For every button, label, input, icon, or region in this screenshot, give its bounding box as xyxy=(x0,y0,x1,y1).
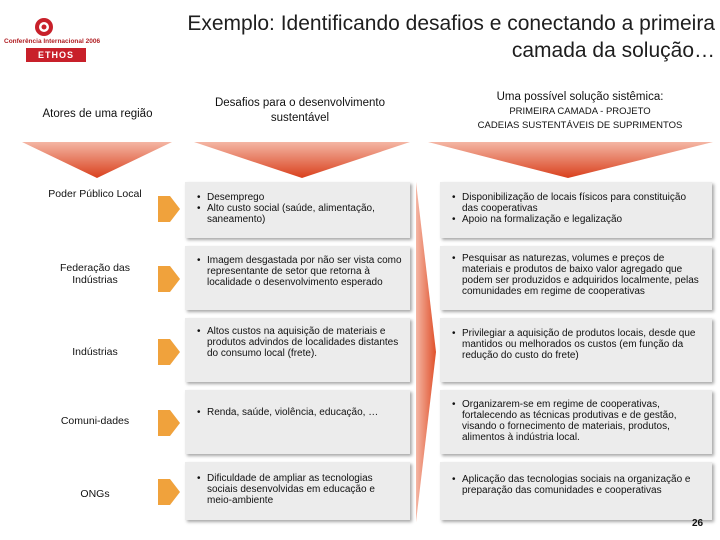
actor-poder-publico: Poder Público Local xyxy=(48,188,142,200)
actor-ongs: ONGs xyxy=(80,488,110,500)
challenges-header-line2: sustentável xyxy=(270,112,330,124)
challenge-box xyxy=(185,246,410,310)
chevron-right-icon xyxy=(158,196,180,222)
challenge-item: • Alto custo social (saúde, alimentação, saneamento) xyxy=(197,203,402,225)
solution-item: • Apoio na formalização e legalização xyxy=(452,214,704,225)
actor-federacao: Federação das Indústrias xyxy=(59,262,131,286)
solution-item: • Organizarem-se em regime de cooperativas, fortalecendo as técnicas produtivas e de gestão, visando o fornecimento de materiais, produtos, alimentos à indústria local. xyxy=(452,399,704,443)
logo-ethos-text: ETHOS xyxy=(26,48,86,62)
logo-conference-text: Conferência Internacional 2006 xyxy=(4,38,101,45)
challenge-list xyxy=(197,326,402,359)
actors-header: Atores de uma região xyxy=(42,108,153,120)
solution-list xyxy=(452,253,704,297)
challenge-list xyxy=(197,473,402,506)
chevron-right-icon xyxy=(158,479,180,505)
solution-box xyxy=(440,390,712,454)
page-number: 26 xyxy=(692,518,704,529)
solution-header-line1: Uma possível solução sistêmica: xyxy=(496,91,664,103)
challenge-list xyxy=(197,192,402,225)
solution-box xyxy=(440,246,712,310)
chevron-right-icon xyxy=(158,339,180,365)
connect-arrow-icon xyxy=(414,182,438,522)
ethos-logo xyxy=(4,16,124,70)
challenge-item: • Imagem desgastada por não ser vista como representante de setor que retorna à localidade o desenvolvimento esperado xyxy=(197,255,402,288)
solution-list xyxy=(452,192,704,225)
solution-list xyxy=(452,474,704,496)
challenge-box xyxy=(185,462,410,520)
solution-box xyxy=(440,318,712,382)
header-arrows-icon xyxy=(22,140,412,180)
challenges-header-line1: Desafios para o desenvolvimento xyxy=(214,97,386,109)
actor-comunidades: Comuni-dades xyxy=(60,415,130,427)
solution-header xyxy=(450,90,710,133)
solution-item: • Aplicação das tecnologias sociais na organização e preparação das comunidades e cooperativas xyxy=(452,474,704,496)
solution-item: • Privilegiar a aquisição de produtos locais, desde que mantidos ou melhorados os custos (em função da redução do custo do frete) xyxy=(452,328,704,361)
slide-title-line2: camada da solução… xyxy=(511,39,715,62)
conference-logo-icon xyxy=(26,16,62,38)
challenge-box xyxy=(185,182,410,238)
solution-list xyxy=(452,399,704,443)
challenge-item: • Desemprego xyxy=(197,192,402,203)
solution-box xyxy=(440,182,712,238)
challenges-header xyxy=(190,96,410,126)
solution-header-line3: CADEIAS SUSTENTÁVEIS DE SUPRIMENTOS xyxy=(477,120,683,131)
challenge-list xyxy=(197,255,402,288)
solution-item: • Pesquisar as naturezas, volumes e preços de materiais e produtos de baixo valor agregado que podem ser produzidos e adquiridos localmente, pelas comunidades em regime de cooperativas xyxy=(452,253,704,297)
challenge-item: • Dificuldade de ampliar as tecnologias sociais desenvolvidas em educação e meio-ambiente xyxy=(197,473,402,506)
solution-header-line2: PRIMEIRA CAMADA - PROJETO xyxy=(509,106,651,117)
challenge-box xyxy=(185,390,410,454)
actor-industrias: Indústrias xyxy=(72,346,118,358)
challenge-item: • Altos custos na aquisição de materiais e produtos advindos de localidades distantes do consumo local (frete). xyxy=(197,326,402,359)
challenge-item: • Renda, saúde, violência, educação, … xyxy=(197,407,402,418)
solution-item: • Disponibilização de locais físicos para constituição das cooperativas xyxy=(452,192,704,214)
solution-arrow-icon xyxy=(418,140,718,180)
slide-title xyxy=(130,10,715,64)
chevron-right-icon xyxy=(158,266,180,292)
challenge-list xyxy=(197,407,402,418)
slide-title-line1: Exemplo: Identificando desafios e conectando a primeira xyxy=(187,12,715,35)
solution-box xyxy=(440,462,712,520)
chevron-right-icon xyxy=(158,410,180,436)
challenge-box xyxy=(185,318,410,382)
solution-list xyxy=(452,328,704,361)
